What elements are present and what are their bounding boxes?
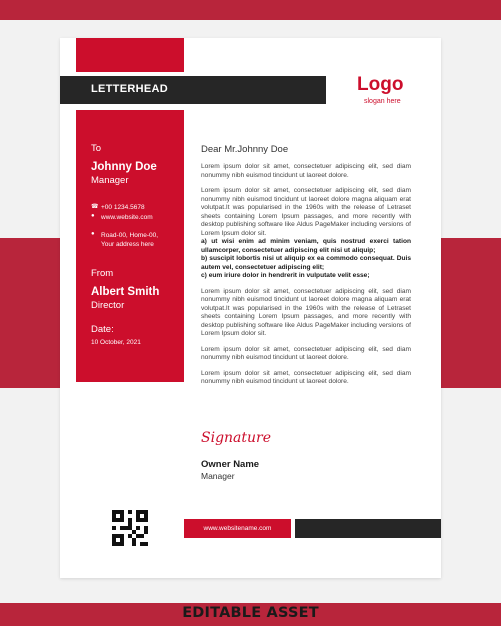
paragraph-3: Lorem ipsum dolor sit amet, consectetuer adipiscing elit, sed diam nonummy nibh euismod tincidunt ut laoreet dolore magna aliquam erat volutpat.It was popularised in the 1960s with the release of Letraset sheets containing Lorem Ipsum passages, and more recently with desktop publishing software like Aldus PageMaker including versions of Lorem Ipsum dolor sit. <box>201 287 411 337</box>
recipient-sidebar <box>76 110 184 382</box>
to-label: To <box>91 143 102 154</box>
owner-name: Owner Name <box>201 459 260 470</box>
owner-role: Manager <box>201 471 235 481</box>
address-row <box>91 231 158 249</box>
signature: Signature <box>201 430 272 446</box>
paragraph-2 <box>201 187 411 281</box>
paragraph-5: Lorem ipsum dolor sit amet, consectetuer adipiscing elit, sed diam nonummy nibh euismod tincidunt ut laoreet dolore. <box>201 369 411 385</box>
header-red-block <box>76 38 184 72</box>
globe-icon: ● <box>91 213 95 219</box>
recipient-role: Manager <box>91 175 129 186</box>
top-band <box>0 0 501 20</box>
list-item-a: a) ut wisi enim ad minim veniam, quis nostrud exerci tation ullamcorper, consectetuer adipiscing elit nisi ut aliquip; <box>201 238 411 254</box>
address-line-2: Your address here <box>101 241 154 248</box>
from-label: From <box>91 268 114 279</box>
sender-role: Director <box>91 300 125 311</box>
phone-row <box>91 203 145 212</box>
phone-icon: ☎ <box>91 204 99 210</box>
greeting: Dear Mr.Johnny Doe <box>201 144 289 155</box>
date-value: 10 October, 2021 <box>91 339 141 346</box>
paragraph-4: Lorem ipsum dolor sit amet, consectetuer adipiscing elit, sed diam nonummy nibh euismod tincidunt ut laoreet dolore. <box>201 345 411 361</box>
letterhead-page <box>60 38 441 578</box>
list-item-b: b) suscipit lobortis nisi ut aliquip ex ea commodo consequat. Duis autem vel, consectetuer adipiscing elit; <box>201 255 411 271</box>
letter-body <box>201 144 411 394</box>
phone-text: +00 1234.5678 <box>101 204 145 211</box>
location-pin-icon: ● <box>91 231 95 237</box>
footer-website: www.websitename.com <box>184 519 291 538</box>
date-label: Date: <box>91 324 114 335</box>
address-line-1: Road-00, Home-00, <box>101 232 159 239</box>
sender-name: Albert Smith <box>91 286 160 298</box>
footer-dark-bar <box>295 519 441 538</box>
recipient-name: Johnny Doe <box>91 161 157 173</box>
list-item-c: c) eum iriure dolor in hendrerit in vulputate velit esse; <box>201 272 370 279</box>
editable-asset-banner: EDITABLE ASSET <box>182 605 319 621</box>
paragraph-1: Lorem ipsum dolor sit amet, consectetuer adipiscing elit, sed diam nonummy nibh euismod tincidunt ut laoreet dolore. <box>201 163 411 179</box>
website-text: www.website.com <box>101 214 153 221</box>
qr-code-icon <box>112 510 148 546</box>
paragraph-2-text: Lorem ipsum dolor sit amet, consectetuer adipiscing elit, sed diam nonummy nibh euismod tincidunt ut laoreet dolore magna aliquam erat volutpat.It was popularised in the 1960s with the release of Letraset sheets containing Lorem Ipsum passages, and more recently with desktop publishing software like Aldus PageMaker including versions of Lorem Ipsum dolor sit. <box>201 187 411 237</box>
logo: Logo <box>357 74 404 95</box>
website-row <box>91 213 153 222</box>
letterhead-title: LETTERHEAD <box>91 83 168 95</box>
slogan: slogan here <box>364 98 401 105</box>
